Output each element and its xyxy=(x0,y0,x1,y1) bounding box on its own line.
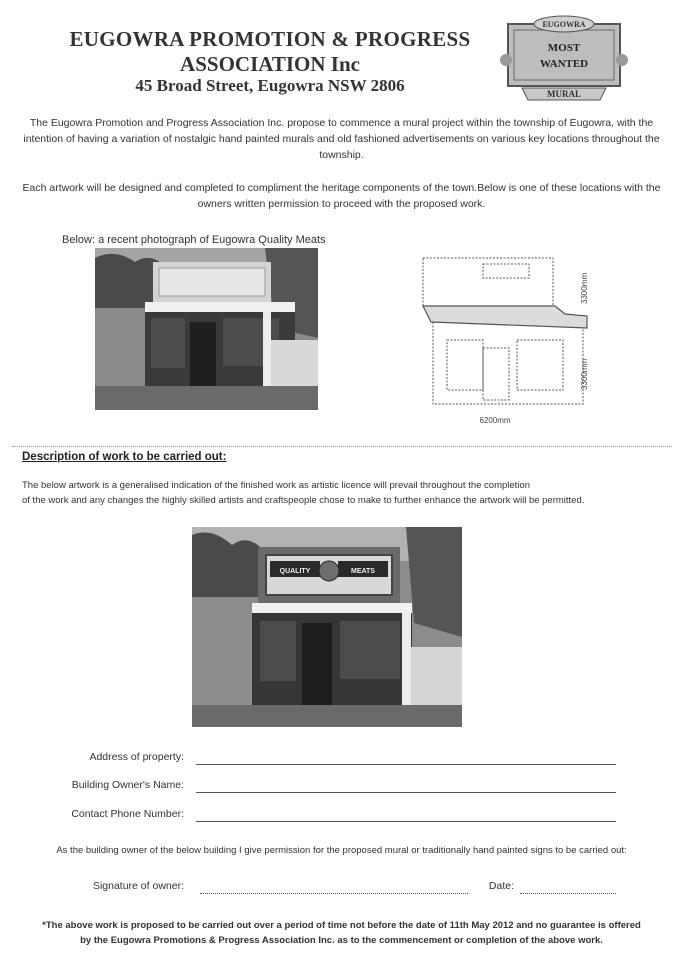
description-line-1: The below artwork is a generalised indication of the finished work as artistic licence will prevail throughout the completion xyxy=(22,480,530,491)
date-field[interactable] xyxy=(520,893,616,894)
footer-line-1: *The above work is proposed to be carried out over a period of time not before the date of 11th May 2012 and no guarantee is offered xyxy=(42,920,641,931)
mural-sign-right-text: MEATS xyxy=(351,568,375,575)
phone-label: Contact Phone Number: xyxy=(71,808,184,820)
signature-label: Signature of owner: xyxy=(92,880,184,892)
logo-top-text: EUGOWRA xyxy=(542,20,586,29)
lower-height-label: 3300mm xyxy=(580,358,589,390)
address-field[interactable] xyxy=(196,764,616,765)
org-address: 45 Broad Street, Eugowra NSW 2806 xyxy=(135,76,405,95)
most-wanted-mural-logo xyxy=(500,14,628,104)
owner-name-field[interactable] xyxy=(196,792,616,793)
intro-paragraph-1: The Eugowra Promotion and Progress Association Inc. propose to commence a mural project within the township of Eugowra, with the intention of having a variation of nostalgic hand painted murals and old fashioned advertisements on various key locations throughout the township. xyxy=(23,117,660,161)
logo-mid2-text: WANTED xyxy=(539,58,589,70)
phone-field[interactable] xyxy=(196,821,616,822)
logo-bottom-text: MURAL xyxy=(547,89,581,99)
elevation-drawing xyxy=(405,250,605,428)
section-title: Description of work to be carried out: xyxy=(22,451,227,463)
work-description xyxy=(22,478,672,508)
permission-statement: As the building owner of the below building I give permission for the proposed mural or traditionally hand painted signs to be carried out: xyxy=(56,845,627,856)
org-name-line2: ASSOCIATION Inc xyxy=(180,52,360,76)
footer-note xyxy=(10,918,673,948)
address-label: Address of property: xyxy=(89,751,184,763)
description-line-2: of the work and any changes the highly skilled artists and craftspeople chose to make to further enhance the artwork will be permitted. xyxy=(22,495,585,506)
signature-field[interactable] xyxy=(200,893,468,894)
photo-caption: Below: a recent photograph of Eugowra Quality Meats xyxy=(62,234,326,246)
building-photo xyxy=(95,248,318,410)
org-name-line1: EUGOWRA PROMOTION & PROGRESS xyxy=(69,27,471,51)
upper-height-label: 3300mm xyxy=(580,272,589,304)
intro-paragraph-2: Each artwork will be designed and completed to compliment the heritage components of the town.Below is one of these locations with the owners written permission to proceed with the proposed work. xyxy=(22,182,661,210)
mural-sign-left-text: QUALITY xyxy=(279,568,311,575)
footer-line-2: by the Eugowra Promotions & Progress Association Inc. as to the commencement or completion of the above work. xyxy=(80,935,603,946)
section-divider xyxy=(12,446,672,447)
date-label: Date: xyxy=(488,880,514,892)
width-label: 6200mm xyxy=(479,416,511,425)
mural-mockup-photo xyxy=(192,527,462,727)
owner-name-label: Building Owner's Name: xyxy=(71,779,184,791)
logo-mid1-text: MOST xyxy=(547,42,581,54)
